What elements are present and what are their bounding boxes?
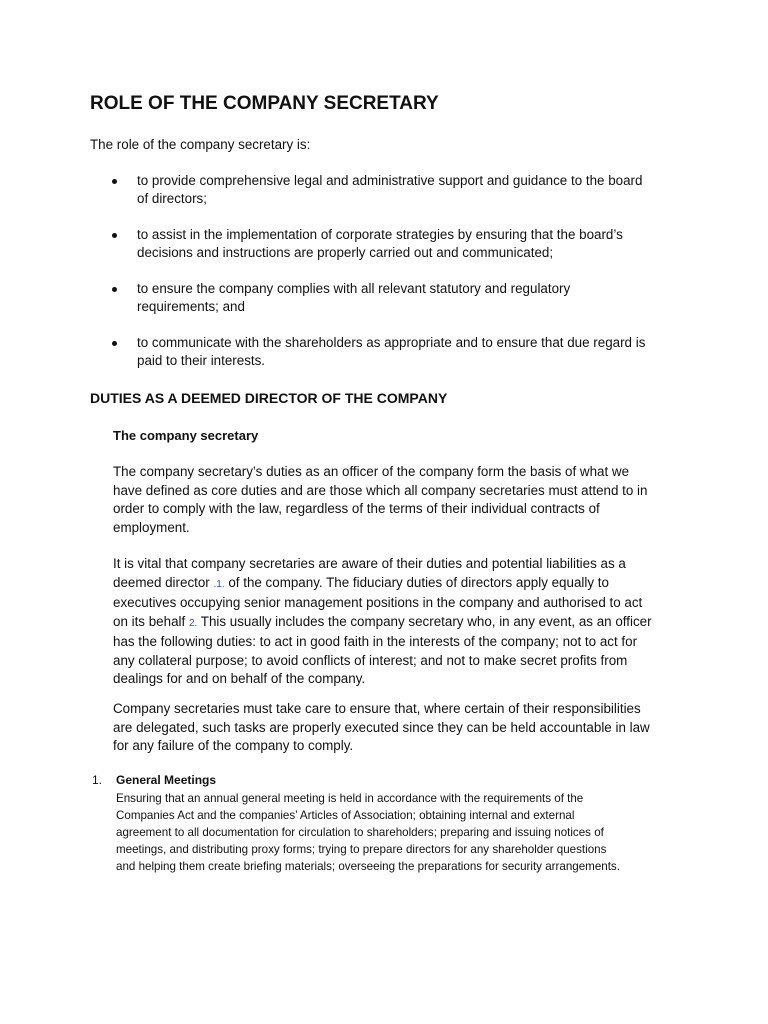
bullet-icon <box>112 233 117 238</box>
footnote-link-2[interactable]: 2. <box>188 617 198 629</box>
section-heading: DUTIES AS A DEEMED DIRECTOR OF THE COMPANY <box>90 390 448 406</box>
bullet-line: of directors; <box>137 191 207 206</box>
paragraph-line: executives occupying senior management positions in the company and authorised to act <box>113 595 643 610</box>
text-run: This usually includes the company secretary who, in any event, as an officer <box>197 613 652 629</box>
bullet-line: to communicate with the shareholders as appropriate and to ensure that due regard is <box>137 335 646 350</box>
list-item <box>90 226 680 280</box>
body-line: and helping them create briefing materials; overseeing the preparations for security arrangements. <box>116 860 620 873</box>
paragraph-line: has the following duties: to act in good faith in the interests of the company; not to act for <box>113 634 638 649</box>
paragraph-line <box>113 574 673 595</box>
paragraph-line: It is vital that company secretaries are aware of their duties and potential liabilities as a <box>113 556 626 571</box>
list-item <box>90 280 680 334</box>
bullet-line: to assist in the implementation of corporate strategies by ensuring that the board’s <box>137 227 623 242</box>
paragraph-line: for any failure of the company to comply. <box>113 738 354 753</box>
bullet-line: paid to their interests. <box>137 353 266 368</box>
paragraph-line: order to comply with the law, regardless of the terms of their individual contracts of <box>113 501 600 516</box>
numbered-item-body <box>116 790 682 875</box>
bullet-line: to provide comprehensive legal and administrative support and guidance to the board <box>137 173 643 188</box>
intro-text: The role of the company secretary is: <box>90 137 311 152</box>
page-title: ROLE OF THE COMPANY SECRETARY <box>90 93 439 114</box>
paragraph-core-duties <box>113 463 673 537</box>
text-run: deemed director <box>113 574 214 590</box>
body-line: meetings, and distributing proxy forms; trying to prepare directors for any shareholder questions <box>116 843 607 856</box>
paragraph-liabilities <box>113 555 673 689</box>
paragraph-line: any collateral purpose; to avoid conflicts of interest; and not to make secret profits from <box>113 652 628 668</box>
role-bullet-list <box>90 172 680 388</box>
paragraph-delegation <box>113 700 673 756</box>
body-line: agreement to all documentation for circulation to shareholders; preparing and issuing notices of <box>116 826 604 839</box>
paragraph-line: have defined as core duties and are those which all company secretaries must attend to in <box>113 482 648 498</box>
bullet-line: decisions and instructions are properly carried out and communicated; <box>137 245 554 260</box>
body-line: Ensuring that an annual general meeting is held in accordance with the requirements of the <box>116 792 584 805</box>
bullet-line: requirements; and <box>137 299 245 314</box>
paragraph-line: The company secretary’s duties as an officer of the company form the basis of what we <box>113 464 630 479</box>
text-run: on its behalf <box>113 613 189 629</box>
paragraph-line: employment. <box>113 519 190 535</box>
bullet-line: to ensure the company complies with all relevant statutory and regulatory <box>137 281 571 296</box>
paragraph-line: dealings for and on behalf of the company. <box>113 671 366 686</box>
numbered-item-title: General Meetings <box>116 773 217 787</box>
paragraph-line: Company secretaries must take care to ensure that, where certain of their responsibilities <box>113 701 641 716</box>
text-run: of the company. The fiduciary duties of directors apply equally to <box>224 574 609 590</box>
bullet-icon <box>112 287 117 292</box>
subheading: The company secretary <box>113 428 259 443</box>
list-item <box>90 172 680 226</box>
paragraph-line: are delegated, such tasks are properly executed since they can be held accountable in law <box>113 719 650 735</box>
bullet-icon <box>112 179 117 184</box>
footnote-link-1[interactable]: .1. <box>213 578 225 590</box>
bullet-icon <box>112 341 117 346</box>
list-number: 1. <box>92 773 103 787</box>
body-line: Companies Act and the companies’ Articles of Association; obtaining internal and external <box>116 809 575 822</box>
paragraph-line <box>113 613 673 634</box>
list-item <box>90 334 680 388</box>
